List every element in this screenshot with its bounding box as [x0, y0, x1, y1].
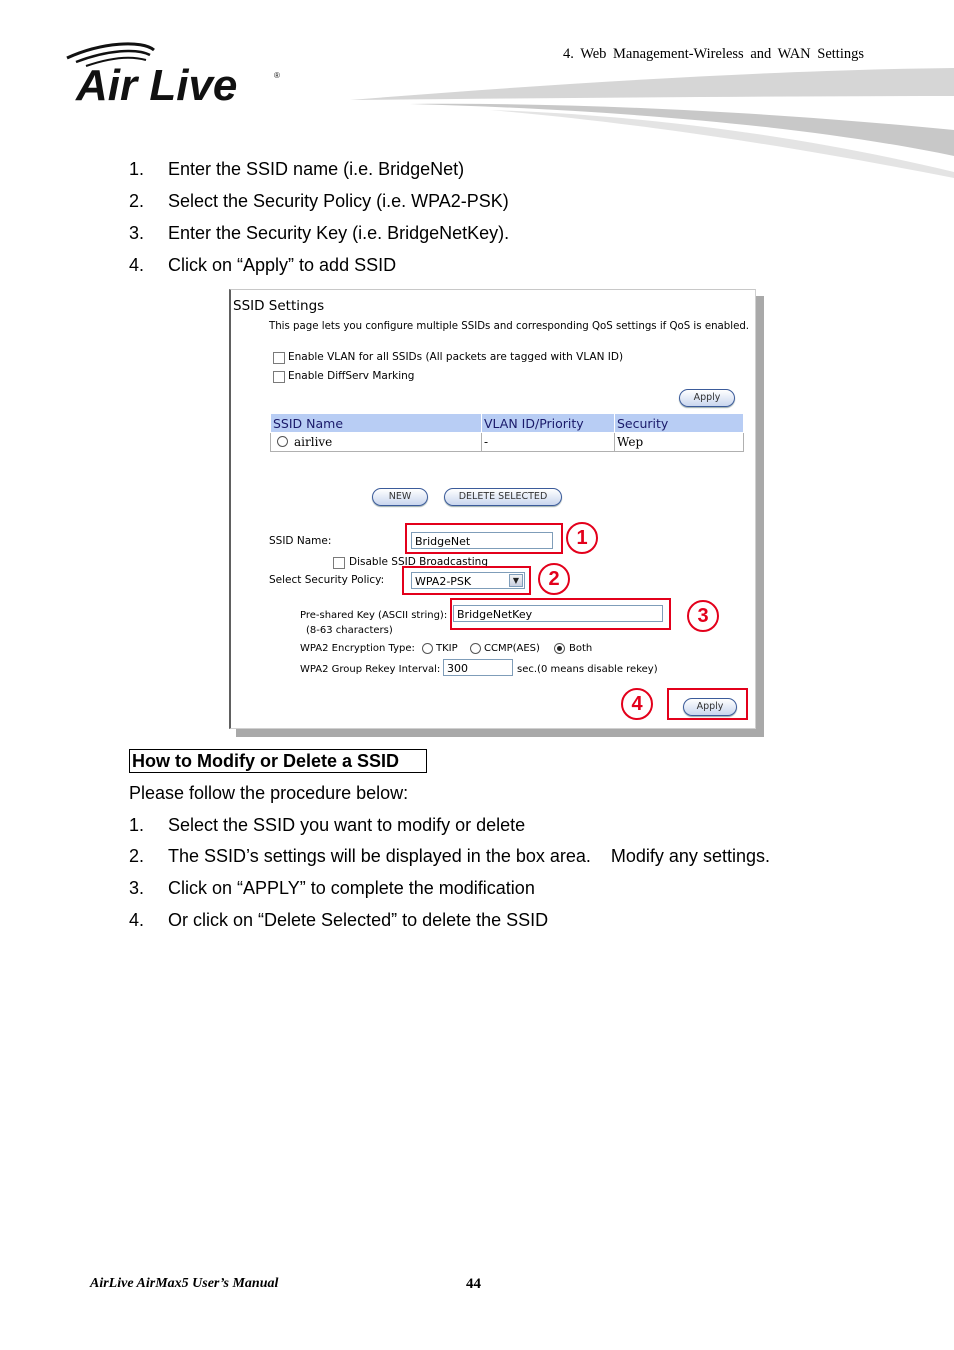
rekey-interval-unit: sec.(0 means disable rekey) — [517, 664, 658, 675]
list-item: 1. Select the SSID you want to modify or delete — [129, 815, 526, 835]
highlight-ssid-name — [405, 523, 563, 554]
psk-input[interactable]: BridgeNetKey — [453, 605, 663, 622]
ssid-table — [270, 413, 744, 452]
highlight-security-policy — [402, 566, 531, 595]
ssid-cell-text: airlive — [294, 435, 333, 449]
both-label: Both — [569, 643, 593, 654]
ssid-name-input[interactable]: BridgeNet — [411, 532, 553, 549]
delete-selected-button[interactable]: DELETE SELECTED — [444, 488, 562, 506]
step-badge-1: 1 — [566, 522, 598, 554]
ssid-settings-description: This page lets you configure multiple SSIDs and corresponding QoS settings if QoS is enabled. — [269, 321, 750, 332]
disable-broadcast-label: Disable SSID Broadcasting — [349, 556, 488, 568]
ssid-settings-title: SSID Settings — [233, 298, 325, 314]
ssid-settings-screenshot — [229, 289, 756, 729]
psk-label: Pre-shared Key (ASCII string): — [300, 610, 448, 621]
apply-top-button[interactable]: Apply — [679, 389, 735, 407]
step-badge-2: 2 — [538, 563, 570, 595]
section-heading: How to Modify or Delete a SSID — [129, 749, 427, 773]
ssid-name-label: SSID Name: — [269, 535, 332, 547]
list-item: 4. Click on “Apply” to add SSID — [129, 255, 397, 275]
table-cell: - — [482, 433, 615, 452]
disable-broadcast-checkbox[interactable] — [333, 557, 345, 569]
table-cell — [271, 433, 482, 452]
list-item: 4. Or click on “Delete Selected” to delete the SSID — [129, 910, 549, 930]
list-item: 2. Select the Security Policy (i.e. WPA2-PSK) — [129, 191, 509, 211]
page-number: 44 — [466, 1276, 481, 1292]
table-cell: Wep — [615, 433, 744, 452]
vlan-checkbox-label: Enable VLAN for all SSIDs (All packets are tagged with VLAN ID) — [288, 351, 624, 363]
tkip-label: TKIP — [436, 643, 458, 654]
section-intro: Please follow the procedure below: — [129, 783, 409, 803]
new-button[interactable]: NEW — [372, 488, 428, 506]
vlan-checkbox[interactable] — [273, 352, 285, 364]
column-header: SSID Name — [271, 414, 482, 433]
list-item: 2. The SSID’s settings will be displayed in the box area. Modify any settings. — [129, 846, 770, 866]
tkip-radio[interactable] — [422, 643, 433, 654]
svg-text:®: ® — [274, 71, 280, 80]
list-item: 3. Click on “APPLY” to complete the modification — [129, 878, 535, 898]
ssid-row-radio[interactable] — [277, 436, 288, 447]
ccmp-radio[interactable] — [470, 643, 481, 654]
step-badge-3: 3 — [687, 600, 719, 632]
column-header: VLAN ID/Priority — [482, 414, 615, 433]
chapter-title: 4. Web Management-Wireless and WAN Settings — [562, 46, 864, 62]
list-item: 3. Enter the Security Key (i.e. BridgeNetKey). — [129, 223, 510, 243]
logo-wordmark: Air Live — [76, 61, 238, 110]
airlive-logo — [62, 40, 292, 110]
step-badge-4: 4 — [621, 688, 653, 720]
security-policy-label: Select Security Policy: — [269, 574, 385, 586]
ccmp-label: CCMP(AES) — [484, 643, 540, 654]
footer-manual-title: AirLive AirMax5 User’s Manual — [90, 1276, 279, 1291]
encryption-type-label: WPA2 Encryption Type: — [300, 643, 415, 654]
rekey-interval-label: WPA2 Group Rekey Interval: — [300, 664, 441, 675]
security-policy-value: WPA2-PSK — [415, 575, 472, 588]
rekey-interval-input[interactable]: 300 — [443, 659, 513, 676]
column-header: Security — [615, 414, 744, 433]
table-row[interactable] — [271, 433, 744, 452]
diffserv-checkbox-label: Enable DiffServ Marking — [288, 370, 415, 382]
highlight-psk — [450, 598, 671, 630]
diffserv-checkbox[interactable] — [273, 371, 285, 383]
apply-bottom-button[interactable]: Apply — [683, 698, 737, 716]
psk-hint: (8-63 characters) — [306, 625, 393, 636]
highlight-apply — [667, 688, 748, 720]
both-radio[interactable] — [554, 643, 565, 654]
chevron-down-icon: ▼ — [509, 574, 523, 587]
list-item: 1. Enter the SSID name (i.e. BridgeNet) — [129, 159, 465, 179]
